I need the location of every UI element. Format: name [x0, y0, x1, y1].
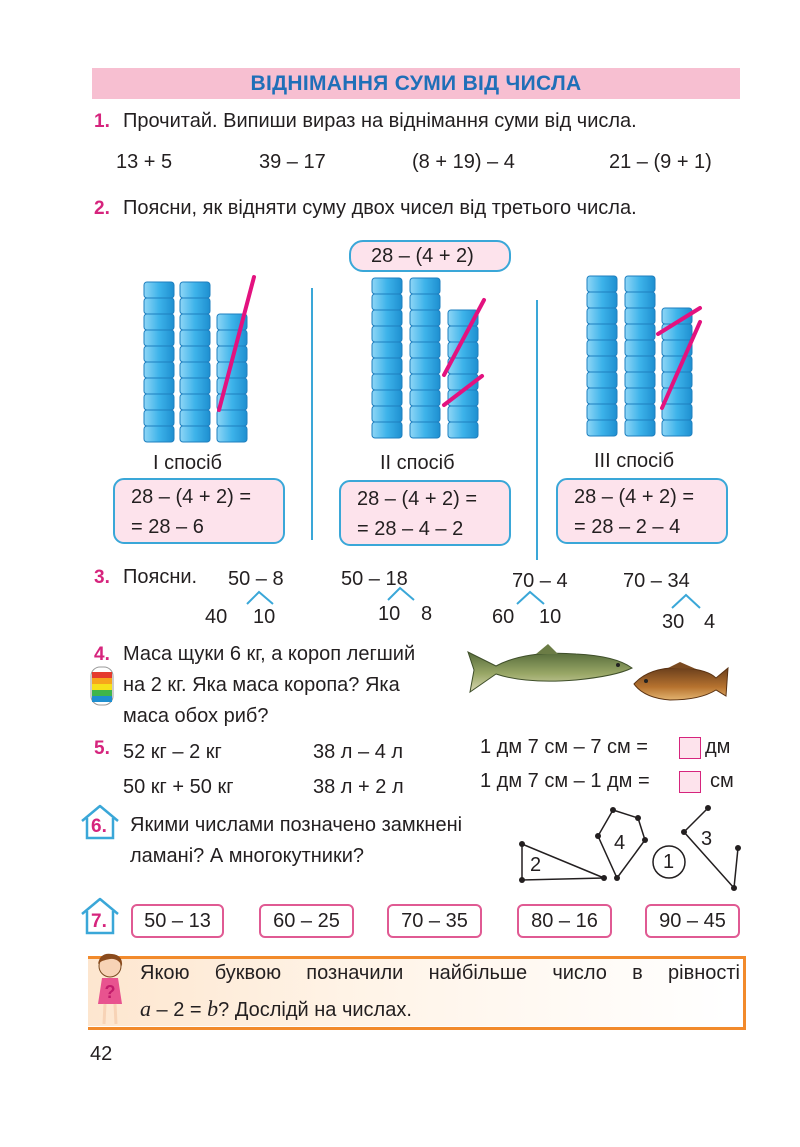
- variable-a: a: [140, 996, 151, 1021]
- unit-cube: [180, 314, 210, 330]
- figure-label: 1: [663, 851, 675, 873]
- unit-cube: [410, 358, 440, 374]
- figure-label: 3: [701, 828, 713, 850]
- girl-question-icon: [90, 952, 130, 1030]
- task-3-part: 10: [539, 606, 562, 628]
- unit-cube: [217, 378, 247, 394]
- task-5-expression: 1 дм 7 см – 1 дм =: [480, 770, 650, 792]
- unit-cube: [625, 404, 655, 420]
- unit-cube: [144, 362, 174, 378]
- unit-cube: [625, 340, 655, 356]
- unit-cube: [144, 330, 174, 346]
- expression-card: 90 – 45: [645, 904, 740, 938]
- task-5-expression: 50 кг + 50 кг: [123, 776, 234, 798]
- unit-cube: [144, 282, 174, 298]
- unit-cube: [587, 340, 617, 356]
- page-title: ВІДНІМАННЯ СУМИ ВІД ЧИСЛА: [250, 72, 582, 95]
- unit-cube: [410, 326, 440, 342]
- task-3-expression: 70 – 34: [623, 570, 690, 592]
- task-3-part: 4: [704, 611, 716, 633]
- unit-cube: [217, 410, 247, 426]
- challenge-line-1: Якою буквою позначили найбільше число в рівності: [140, 962, 740, 984]
- task-1-expression: (8 + 19) – 4: [412, 151, 515, 173]
- task-3-expression: 70 – 4: [512, 570, 568, 592]
- task-1-expression: 13 + 5: [116, 151, 173, 173]
- unit-cube: [448, 422, 478, 438]
- expression-card: 80 – 16: [517, 904, 612, 938]
- task-1-text: Прочитай. Випиши вираз на віднімання суми від числа.: [123, 110, 637, 132]
- method-2-box: [339, 480, 511, 546]
- unit-cube: [410, 422, 440, 438]
- unit-cube: [448, 406, 478, 422]
- task-5-unit: см: [710, 770, 734, 792]
- equation-middle: – 2 =: [151, 999, 208, 1021]
- unit-cube: [587, 276, 617, 292]
- unit-cube: [180, 378, 210, 394]
- figure-label: 2: [530, 854, 542, 876]
- task-1-number: 1.: [94, 111, 110, 132]
- variable-b: b: [207, 996, 219, 1021]
- unit-cube: [372, 294, 402, 310]
- method-1-line-2: = 28 – 6: [131, 516, 204, 538]
- task-5-expression: 38 л + 2 л: [313, 776, 404, 798]
- carp-fish-image: [630, 662, 730, 704]
- unit-cube: [410, 374, 440, 390]
- unit-cube: [180, 394, 210, 410]
- method-3-line-2: = 28 – 2 – 4: [574, 516, 681, 538]
- task-5-unit: дм: [705, 736, 731, 758]
- unit-cube: [144, 346, 174, 362]
- method-1-line-1: 28 – (4 + 2) =: [131, 486, 252, 508]
- unit-cube: [625, 308, 655, 324]
- unit-cube: [410, 406, 440, 422]
- page-number: 42: [90, 1043, 113, 1065]
- pike-fish-image: [466, 640, 636, 700]
- task-3-part: 10: [253, 606, 276, 628]
- method-3-line-1: 28 – (4 + 2) =: [574, 486, 695, 508]
- task-5-expression: 1 дм 7 см – 7 см =: [480, 736, 648, 758]
- expression-card: 70 – 35: [387, 904, 482, 938]
- method-2-line-1: 28 – (4 + 2) =: [357, 488, 478, 510]
- task-2-text: Поясни, як відняти суму двох чисел від третього числа.: [123, 197, 637, 219]
- unit-cube: [144, 378, 174, 394]
- unit-cube: [144, 410, 174, 426]
- unit-cube: [372, 342, 402, 358]
- unit-cube: [662, 404, 692, 420]
- unit-cube: [217, 426, 247, 442]
- unit-cube: [180, 330, 210, 346]
- unit-cube: [372, 390, 402, 406]
- unit-cube: [587, 372, 617, 388]
- task-4-line-3: маса обох риб?: [123, 705, 269, 727]
- ten-cubes-illustration: [0, 0, 800, 560]
- task-1-expression: 39 – 17: [259, 151, 326, 173]
- task-3-expression: 50 – 8: [228, 568, 284, 590]
- task-4-line-2: на 2 кг. Яка маса коропа? Яка: [123, 674, 400, 696]
- unit-cube: [587, 308, 617, 324]
- unit-cube: [144, 394, 174, 410]
- task-4-number: 4.: [94, 644, 110, 665]
- task-1-expression: 21 – (9 + 1): [609, 151, 712, 173]
- unit-cube: [144, 298, 174, 314]
- split-brackets: [0, 580, 800, 620]
- challenge-line-2: [140, 996, 412, 1022]
- task-3-number: 3.: [94, 567, 110, 588]
- task-6-line-1: Якими числами позначено замкнені: [130, 814, 463, 836]
- method-label: ІІ спосіб: [380, 452, 455, 474]
- expression-card: 60 – 25: [259, 904, 354, 938]
- expression-card: 50 – 13: [131, 904, 224, 938]
- unit-cube: [372, 422, 402, 438]
- unit-cube: [410, 278, 440, 294]
- unit-cube: [587, 356, 617, 372]
- unit-cube: [410, 390, 440, 406]
- unit-cube: [625, 372, 655, 388]
- task-7-number: 7.: [91, 911, 107, 932]
- unit-cube: [372, 326, 402, 342]
- unit-cube: [372, 406, 402, 422]
- unit-cube: [587, 292, 617, 308]
- task-4-line-1: Маса щуки 6 кг, а короп легший: [123, 643, 416, 665]
- unit-cube: [410, 294, 440, 310]
- task-5-expression: 52 кг – 2 кг: [123, 741, 222, 763]
- method-2-line-2: = 28 – 4 – 2: [357, 518, 464, 540]
- unit-cube: [180, 410, 210, 426]
- task-2-number: 2.: [94, 198, 110, 219]
- unit-cube: [410, 310, 440, 326]
- task-6-line-2: ламані? А многокутники?: [130, 845, 365, 867]
- unit-cube: [587, 404, 617, 420]
- unit-cube: [180, 346, 210, 362]
- unit-cube: [180, 282, 210, 298]
- difficulty-levels-icon: [90, 666, 114, 706]
- unit-cube: [625, 276, 655, 292]
- method-3-box: [556, 478, 728, 544]
- unit-cube: [372, 358, 402, 374]
- method-label: І спосіб: [153, 452, 222, 474]
- unit-cube: [180, 298, 210, 314]
- unit-cube: [410, 342, 440, 358]
- task-3-part: 30: [662, 611, 685, 633]
- task-6-number: 6.: [91, 816, 107, 837]
- task-3-part: 10: [378, 603, 401, 625]
- unit-cube: [144, 314, 174, 330]
- unit-cube: [587, 388, 617, 404]
- task-3-expression: 50 – 18: [341, 568, 408, 590]
- unit-cube: [372, 278, 402, 294]
- unit-cube: [625, 420, 655, 436]
- task-5-expression: 38 л – 4 л: [313, 741, 404, 763]
- cube-columns: [144, 276, 692, 442]
- unit-cube: [180, 362, 210, 378]
- unit-cube: [625, 324, 655, 340]
- answer-box[interactable]: [679, 771, 701, 793]
- unit-cube: [372, 310, 402, 326]
- unit-cube: [144, 426, 174, 442]
- svg-text:?: ?: [104, 982, 116, 1002]
- unit-cube: [180, 426, 210, 442]
- method-1-box: [113, 478, 285, 544]
- answer-box[interactable]: [679, 737, 701, 759]
- unit-cube: [625, 388, 655, 404]
- task-3-part: 8: [421, 603, 433, 625]
- task-3-part: 40: [205, 606, 228, 628]
- task-3-text: Поясни.: [123, 566, 198, 588]
- unit-cube: [625, 356, 655, 372]
- method-label: ІІІ спосіб: [594, 450, 675, 472]
- unit-cube: [625, 292, 655, 308]
- figure-label: 4: [614, 832, 626, 854]
- unit-cube: [217, 330, 247, 346]
- unit-cube: [587, 324, 617, 340]
- unit-cube: [587, 420, 617, 436]
- challenge-rest: ? Дослідй на числах.: [218, 999, 412, 1021]
- main-expression: 28 – (4 + 2): [371, 245, 474, 267]
- polylines-figure: [500, 800, 760, 900]
- unit-cube: [662, 420, 692, 436]
- task-3-part: 60: [492, 606, 515, 628]
- unit-cube: [372, 374, 402, 390]
- task-5-number: 5.: [94, 738, 110, 759]
